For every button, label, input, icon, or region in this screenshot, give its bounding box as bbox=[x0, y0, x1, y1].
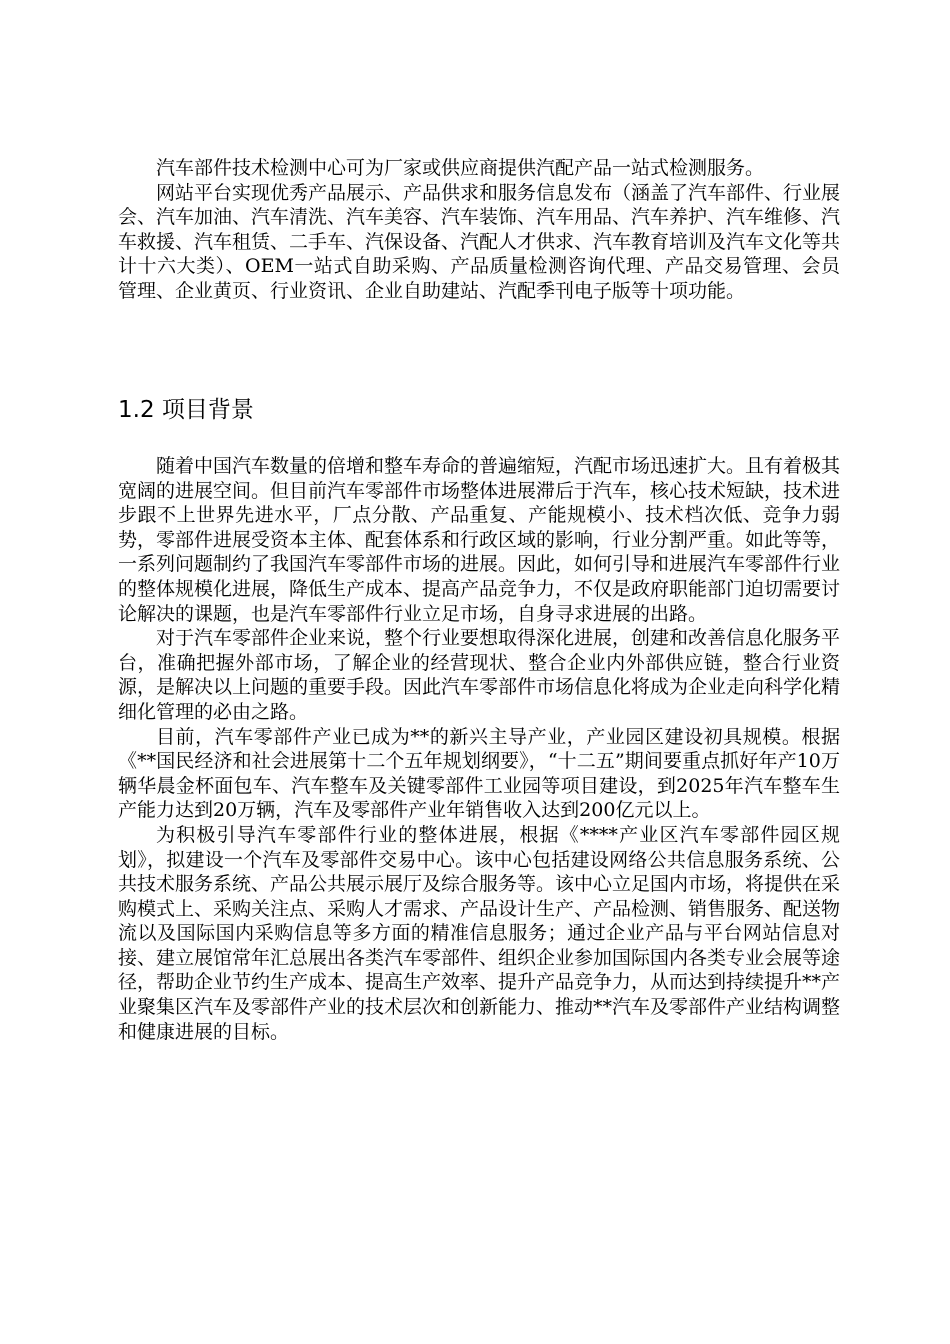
section-heading: 1.2 项目背景 bbox=[118, 397, 254, 423]
background-paragraph-2: 对于汽车零部件企业来说，整个行业要想取得深化进展，创建和改善信息化服务平台，准确把握外部市场，了解企业的经营现状、整合企业内外部供应链，整合行业资源，是解决以上问题的重要手段。因此汽车零部件市场信息化将成为企业走向科学化精细化管理的必由之路。 bbox=[118, 627, 841, 723]
background-paragraph-4: 为积极引导汽车零部件行业的整体进展，根据《****产业区汽车零部件园区规划》，拟建设一个汽车及零部件交易中心。该中心包括建设网络公共信息服务系统、公共技术服务系统、产品公共展示展厅及综合服务等。该中心立足国内市场，将提供在采购模式上、采购关注点、采购人才需求、产品设计生产、产品检测、销售服务、配送物流以及国际国内采购信息等多方面的精准信息服务；通过企业产品与平台网站信息对接、建立展馆常年汇总展出各类汽车零部件、组织企业参加国际国内各类专业会展等途径，帮助企业节约生产成本、提高生产效率、提升产品竞争力，从而达到持续提升**产业聚集区汽车及零部件产业的技术层次和创新能力、推动**汽车及零部件产业结构调整和健康进展的目标。 bbox=[118, 823, 841, 1043]
intro-paragraph-1: 汽车部件技术检测中心可为厂家或供应商提供汽配产品一站式检测服务。 bbox=[156, 157, 765, 179]
background-paragraph-1: 随着中国汽车数量的倍增和整车寿命的普遍缩短，汽配市场迅速扩大。且有着极其宽阔的进展空间。但目前汽车零部件市场整体进展滞后于汽车，核心技术短缺，技术进步跟不上世界先进水平，厂点分散、产品重复、产能规模小、技术档次低、竞争力弱势，零部件进展受资本主体、配套体系和行政区域的影响，行业分割严重。如此等等，一系列问题制约了我国汽车零部件市场的进展。因此，如何引导和进展汽车零部件行业的整体规模化进展，降低生产成本、提高产品竞争力，不仅是政府职能部门迫切需要讨论解决的课题，也是汽车零部件行业立足市场，自身寻求进展的出路。 bbox=[118, 455, 841, 625]
intro-paragraph-2: 网站平台实现优秀产品展示、产品供求和服务信息发布（涵盖了汽车部件、行业展会、汽车加油、汽车清洗、汽车美容、汽车装饰、汽车用品、汽车养护、汽车维修、汽车救援、汽车租赁、二手车、汽保设备、汽配人才供求、汽车教育培训及汽车文化等共计十六大类）、OEM一站式自助采购、产品质量检测咨询代理、产品交易管理、会员管理、企业黄页、行业资讯、企业自助建站、汽配季刊电子版等十项功能。 bbox=[118, 181, 841, 302]
intro-section bbox=[118, 156, 840, 304]
background-paragraph-3: 目前，汽车零部件产业已成为**的新兴主导产业，产业园区建设初具规模。根据《**国民经济和社会进展第十二个五年规划纲要》，“十二五”期间要重点抓好年产10万辆华晨金杯面包车、汽车整车及关键零部件工业园等项目建设，到2025年汽车整车生产能力达到20万辆，汽车及零部件产业年销售收入达到200亿元以上。 bbox=[118, 725, 840, 822]
background-section bbox=[118, 454, 840, 1044]
